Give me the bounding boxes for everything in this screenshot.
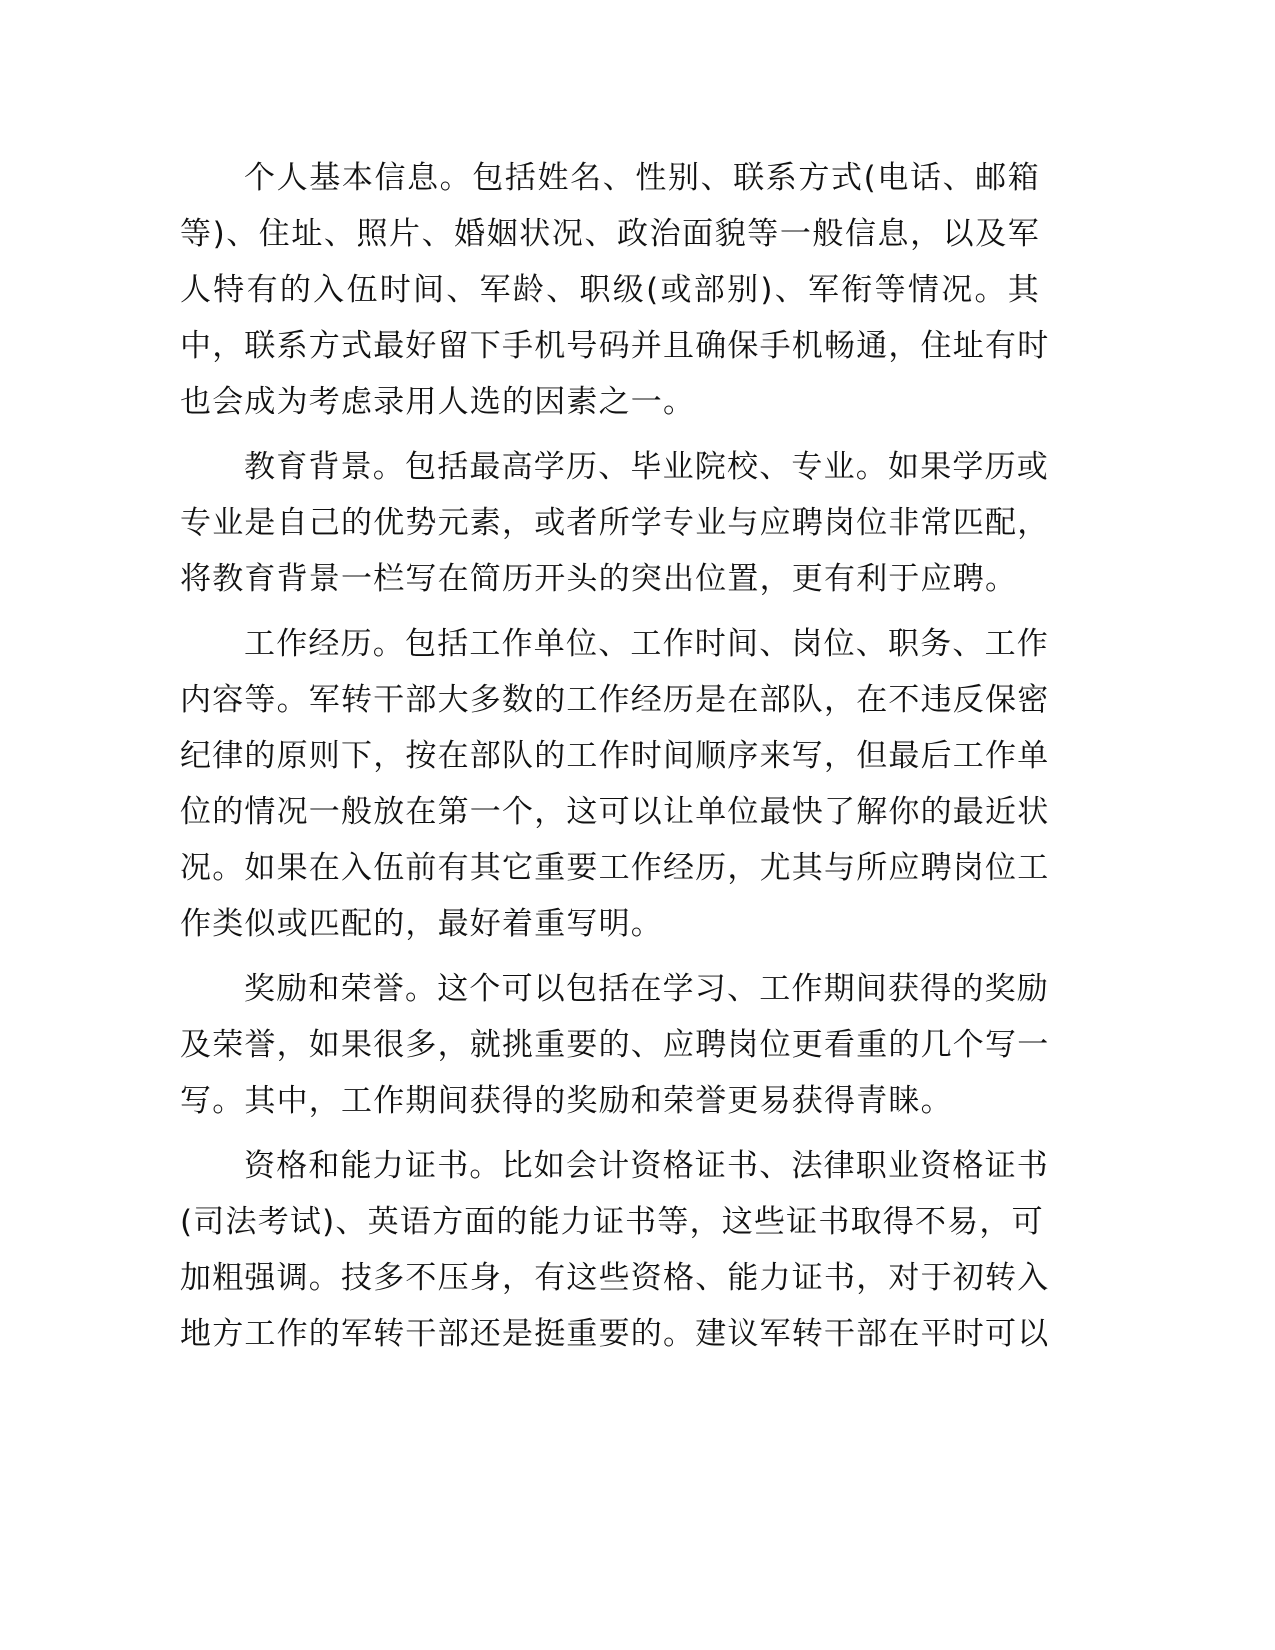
text-line: (司法考试)、英语方面的能力证书等，这些证书取得不易，可 xyxy=(180,1204,1044,1240)
paragraph-education xyxy=(180,439,1050,607)
paragraph-personal-info xyxy=(180,150,1050,430)
paragraph-awards xyxy=(180,961,1050,1129)
text-line: 作类似或匹配的，最好着重写明。 xyxy=(180,906,663,942)
text-line: 资格和能力证书。比如会计资格证书、法律职业资格证书 xyxy=(244,1148,1049,1184)
text-line: 等)、住址、照片、婚姻状况、政治面貌等一般信息，以及军 xyxy=(180,216,1040,252)
document-body xyxy=(180,150,1050,1371)
text-line: 专业是自己的优势元素，或者所学专业与应聘岗位非常匹配， xyxy=(180,505,1050,541)
text-line: 人特有的入伍时间、军龄、职级(或部别)、军衔等情况。其 xyxy=(180,272,1040,308)
text-line: 加粗强调。技多不压身，有这些资格、能力证书，对于初转入 xyxy=(180,1260,1050,1296)
text-line: 写。其中，工作期间获得的奖励和荣誉更易获得青睐。 xyxy=(180,1083,953,1119)
text-line: 也会成为考虑录用人选的因素之一。 xyxy=(180,384,696,420)
text-line: 将教育背景一栏写在简历开头的突出位置，更有利于应聘。 xyxy=(180,561,1018,597)
text-line: 及荣誉，如果很多，就挑重要的、应聘岗位更看重的几个写一 xyxy=(180,1027,1050,1063)
text-line: 地方工作的军转干部还是挺重要的。建议军转干部在平时可以 xyxy=(180,1316,1050,1352)
paragraph-work-experience xyxy=(180,616,1050,952)
text-line: 个人基本信息。包括姓名、性别、联系方式(电话、邮箱 xyxy=(244,160,1040,196)
text-line: 教育背景。包括最高学历、毕业院校、专业。如果学历或 xyxy=(244,449,1049,485)
text-line: 内容等。军转干部大多数的工作经历是在部队，在不违反保密 xyxy=(180,682,1050,718)
text-line: 位的情况一般放在第一个，这可以让单位最快了解你的最近状 xyxy=(180,794,1050,830)
text-line: 奖励和荣誉。这个可以包括在学习、工作期间获得的奖励 xyxy=(244,971,1049,1007)
text-line: 中，联系方式最好留下手机号码并且确保手机畅通，住址有时 xyxy=(180,328,1050,364)
text-line: 纪律的原则下，按在部队的工作时间顺序来写，但最后工作单 xyxy=(180,738,1050,774)
text-line: 工作经历。包括工作单位、工作时间、岗位、职务、工作 xyxy=(244,626,1049,662)
paragraph-certificates xyxy=(180,1138,1050,1362)
text-line: 况。如果在入伍前有其它重要工作经历，尤其与所应聘岗位工 xyxy=(180,850,1050,886)
